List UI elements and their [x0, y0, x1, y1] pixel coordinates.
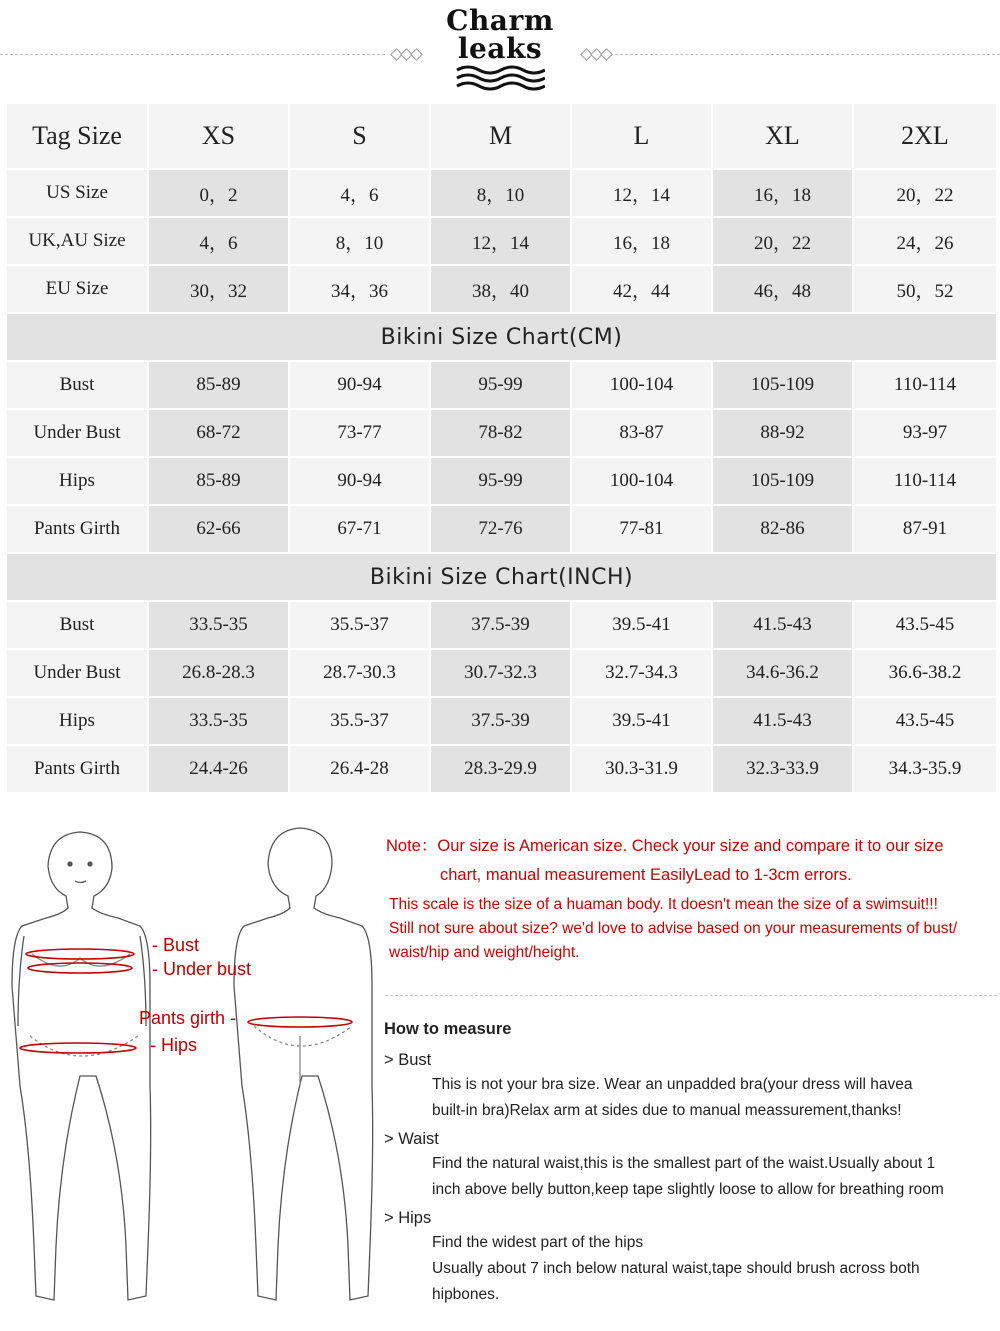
body-outline-illustration	[0, 826, 382, 1326]
table-cell: 78-82	[430, 409, 571, 457]
table-cell: 95-99	[430, 361, 571, 409]
table-cell: 39.5-41	[571, 601, 712, 649]
table-cell: 50，52	[853, 265, 997, 313]
table-cell: 39.5-41	[571, 697, 712, 745]
row-label: Pants Girth	[6, 505, 148, 553]
how-to-item-text: Usually about 7 inch below natural waist,tape should brush across both	[432, 1260, 920, 1277]
table-header-row	[6, 103, 997, 169]
table-row	[6, 409, 997, 457]
table-cell: 32.3-33.9	[712, 745, 853, 793]
table-cell: 110-114	[853, 457, 997, 505]
table-cell: 37.5-39	[430, 601, 571, 649]
row-label: EU Size	[6, 265, 148, 313]
table-cell: 24，26	[853, 217, 997, 265]
table-cell: 68-72	[148, 409, 289, 457]
table-cell: 105-109	[712, 457, 853, 505]
table-cell: 90-94	[289, 361, 430, 409]
note-line-2: chart, manual measurement EasilyLead to 1-3cm errors.	[440, 866, 852, 884]
size-note	[386, 832, 998, 890]
section-row-cm	[6, 313, 997, 361]
section-divider	[385, 995, 997, 996]
table-row	[6, 649, 997, 697]
table-cell: 85-89	[148, 361, 289, 409]
table-cell: 41.5-43	[712, 601, 853, 649]
how-to-item-text: built-in bra)Relax arm at sides due to manual meassurement,thanks!	[432, 1102, 902, 1119]
table-cell: 88-92	[712, 409, 853, 457]
header-cell: Tag Size	[6, 103, 148, 169]
row-label: US Size	[6, 169, 148, 217]
divider-left	[0, 54, 385, 55]
how-to-measure	[384, 1020, 996, 1314]
table-row	[6, 169, 997, 217]
table-cell: 4，6	[289, 169, 430, 217]
header-cell: M	[430, 103, 571, 169]
table-cell: 32.7-34.3	[571, 649, 712, 697]
table-row	[6, 361, 997, 409]
table-cell: 110-114	[853, 361, 997, 409]
table-cell: 82-86	[712, 505, 853, 553]
table-cell: 95-99	[430, 457, 571, 505]
table-cell: 16，18	[712, 169, 853, 217]
table-cell: 12，14	[430, 217, 571, 265]
table-cell: 90-94	[289, 457, 430, 505]
how-to-item-title: > Waist	[384, 1130, 439, 1148]
logo-line-1: Charm	[446, 4, 554, 37]
size-note-secondary	[389, 893, 1000, 965]
label-hips: - Hips	[150, 1035, 198, 1055]
table-cell: 20，22	[712, 217, 853, 265]
table-cell: 38，40	[430, 265, 571, 313]
row-label: Under Bust	[6, 649, 148, 697]
table-cell: 36.6-38.2	[853, 649, 997, 697]
table-cell: 93-97	[853, 409, 997, 457]
table-cell: 35.5-37	[289, 697, 430, 745]
table-cell: 72-76	[430, 505, 571, 553]
how-to-item-text: hipbones.	[432, 1286, 500, 1303]
divider-right	[615, 54, 1000, 55]
table-cell: 30.7-32.3	[430, 649, 571, 697]
row-label: Pants Girth	[6, 745, 148, 793]
table-cell: 35.5-37	[289, 601, 430, 649]
section-title-inch: Bikini Size Chart(INCH)	[6, 553, 997, 601]
how-to-item-title: > Hips	[384, 1209, 432, 1227]
table-row	[6, 217, 997, 265]
table-cell: 62-66	[148, 505, 289, 553]
table-cell: 41.5-43	[712, 697, 853, 745]
diamond-ornament-left	[390, 48, 420, 62]
table-cell: 33.5-35	[148, 601, 289, 649]
row-label: Hips	[6, 697, 148, 745]
table-cell: 0，2	[148, 169, 289, 217]
table-cell: 37.5-39	[430, 697, 571, 745]
how-to-title: How to measure	[384, 1020, 512, 1038]
logo-line-2: leaks	[457, 32, 543, 65]
note-text-1: Our size is American size. Check your size and compare it to our size	[437, 837, 944, 855]
table-cell: 34.6-36.2	[712, 649, 853, 697]
table-cell: 33.5-35	[148, 697, 289, 745]
wave-icon	[455, 64, 545, 92]
row-label: UK,AU Size	[6, 217, 148, 265]
table-cell: 30.3-31.9	[571, 745, 712, 793]
table-cell: 16，18	[571, 217, 712, 265]
table-cell: 4，6	[148, 217, 289, 265]
header	[0, 0, 1000, 100]
how-to-item-text: Find the widest part of the hips	[432, 1234, 644, 1251]
row-label: Bust	[6, 601, 148, 649]
body-figures	[0, 826, 382, 1326]
header-cell: S	[289, 103, 430, 169]
how-to-item-title: > Bust	[384, 1051, 432, 1069]
table-cell: 28.7-30.3	[289, 649, 430, 697]
label-pants-girth: Pants girth -	[139, 1008, 237, 1028]
table-row	[6, 457, 997, 505]
note-line-1	[386, 832, 998, 861]
section-title-cm: Bikini Size Chart(CM)	[6, 313, 997, 361]
section-row-inch	[6, 553, 997, 601]
table-cell: 42，44	[571, 265, 712, 313]
table-cell: 34.3-35.9	[853, 745, 997, 793]
table-cell: 73-77	[289, 409, 430, 457]
table-cell: 100-104	[571, 457, 712, 505]
table-cell: 26.4-28	[289, 745, 430, 793]
table-cell: 43.5-45	[853, 601, 997, 649]
how-to-item-text: Find the natural waist,this is the smallest part of the waist.Usually about 1	[432, 1155, 936, 1172]
label-under-bust: - Under bust	[152, 959, 252, 979]
note-line-4: Still not sure about size? we'd love to advise based on your measurements of bust/	[389, 920, 958, 937]
table-cell: 30，32	[148, 265, 289, 313]
table-cell: 85-89	[148, 457, 289, 505]
table-cell: 43.5-45	[853, 697, 997, 745]
table-cell: 8，10	[289, 217, 430, 265]
table-row	[6, 697, 997, 745]
table-row	[6, 601, 997, 649]
size-chart-table	[5, 102, 998, 794]
table-cell: 28.3-29.9	[430, 745, 571, 793]
note-line-3: This scale is the size of a huaman body. It doesn't mean the size of a swimsuit!!!	[389, 896, 938, 913]
table-cell: 100-104	[571, 361, 712, 409]
note-line-5: waist/hip and weight/height.	[389, 944, 580, 961]
header-cell: L	[571, 103, 712, 169]
table-cell: 87-91	[853, 505, 997, 553]
table-cell: 12，14	[571, 169, 712, 217]
label-bust: - Bust	[152, 935, 200, 955]
how-to-item-text: inch above belly button,keep tape slightly loose to allow for breathing room	[432, 1181, 944, 1198]
table-cell: 8，10	[430, 169, 571, 217]
table-cell: 20，22	[853, 169, 997, 217]
table-cell: 83-87	[571, 409, 712, 457]
header-cell: 2XL	[853, 103, 997, 169]
header-cell: XL	[712, 103, 853, 169]
row-label: Under Bust	[6, 409, 148, 457]
diamond-ornament-right	[580, 48, 610, 62]
table-cell: 77-81	[571, 505, 712, 553]
brand-logo	[440, 6, 560, 92]
table-row	[6, 745, 997, 793]
table-cell: 34，36	[289, 265, 430, 313]
table-cell: 26.8-28.3	[148, 649, 289, 697]
note-lead: Note：	[386, 837, 438, 855]
table-cell: 24.4-26	[148, 745, 289, 793]
table-cell: 46，48	[712, 265, 853, 313]
row-label: Bust	[6, 361, 148, 409]
table-row	[6, 265, 997, 313]
header-cell: XS	[148, 103, 289, 169]
row-label: Hips	[6, 457, 148, 505]
how-to-item-text: This is not your bra size. Wear an unpadded bra(your dress will havea	[432, 1076, 913, 1093]
table-cell: 105-109	[712, 361, 853, 409]
table-row	[6, 505, 997, 553]
table-cell: 67-71	[289, 505, 430, 553]
